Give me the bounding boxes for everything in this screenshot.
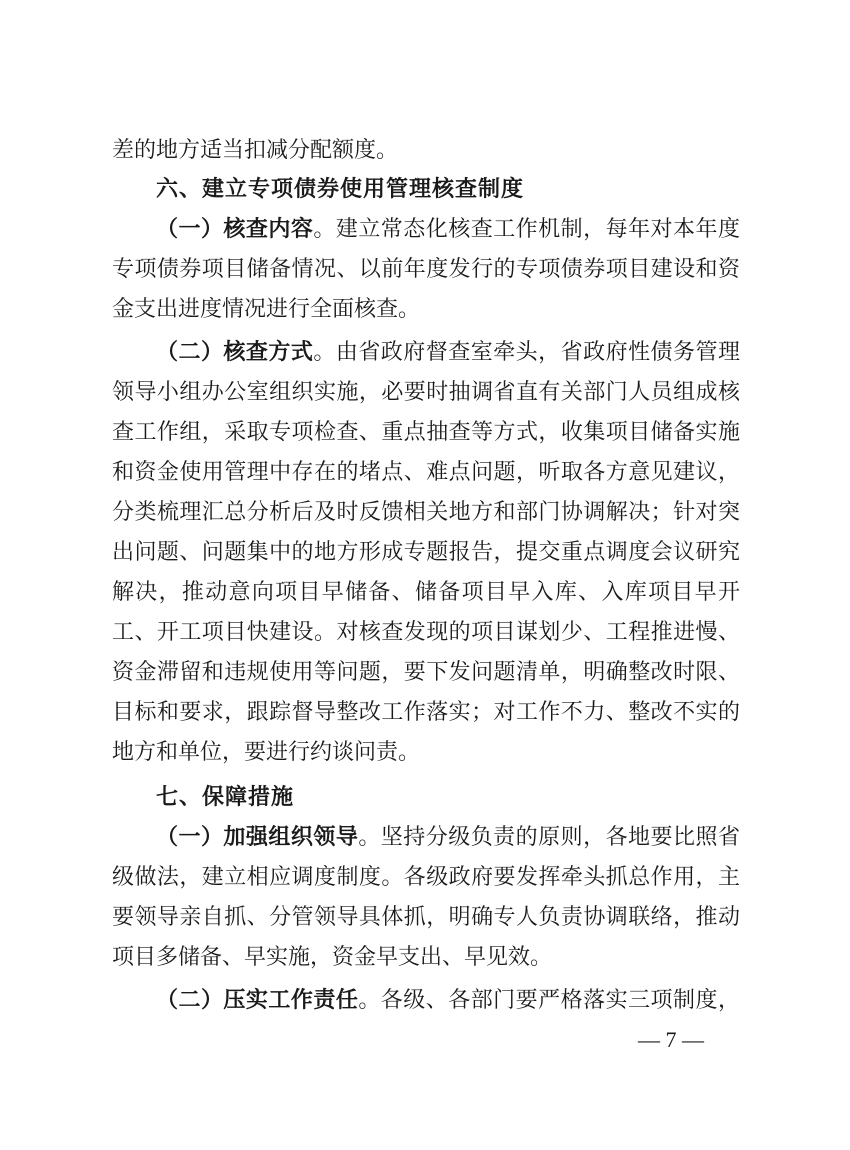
body-line: 专项债券项目储备情况、以前年度发行的专项债券项目建设和资 [112, 257, 740, 282]
subsection-line: （二）压实工作责任。各级、各部门要严格落实三项制度， [156, 988, 740, 1013]
body-line: 工、开工项目快建设。对核查发现的项目谋划少、工程推进慢、 [112, 620, 740, 645]
body-line: 领导小组办公室组织实施，必要时抽调省直有关部门人员组成核 [112, 380, 740, 405]
body-line: 目标和要求，跟踪督导整改工作落实；对工作不力、整改不实的 [112, 700, 740, 725]
body-line: 项目多储备、早实施，资金早支出、早见效。 [112, 945, 553, 970]
body-line: 出问题、问题集中的地方形成专题报告，提交重点调度会议研究 [112, 540, 740, 565]
body-line: 和资金使用管理中存在的堵点、难点问题，听取各方意见建议， [112, 460, 740, 485]
subsection-title: （二）压实工作责任 [156, 988, 359, 1013]
subsection-line: （一）核查内容。建立常态化核查工作机制，每年对本年度 [156, 217, 740, 242]
subsection-line: （二）核查方式。由省政府督查室牵头，省政府性债务管理 [156, 340, 740, 365]
body-line: 资金滞留和违规使用等问题，要下发问题清单，明确整改时限、 [112, 660, 740, 685]
subsection-title: （一）加强组织领导 [156, 825, 359, 850]
body-line: 级做法，建立相应调度制度。各级政府要发挥牵头抓总作用，主 [112, 865, 740, 890]
body-line: 差的地方适当扣减分配额度。 [112, 138, 399, 163]
section-heading: 七、保障措施 [156, 785, 295, 810]
body-line: 解决，推动意向项目早储备、储备项目早入库、入库项目早开 [112, 580, 740, 605]
body-line: 查工作组，采取专项检查、重点抽查等方式，收集项目储备实施 [112, 420, 740, 445]
body-line: 分类梳理汇总分析后及时反馈相关地方和部门协调解决；针对突 [112, 500, 740, 525]
subsection-title: （二）核查方式 [156, 340, 314, 365]
body-line: 要领导亲自抓、分管领导具体抓，明确专人负责协调联络，推动 [112, 905, 740, 930]
subsection-line: （一）加强组织领导。坚持分级负责的原则，各地要比照省 [156, 825, 740, 850]
section-heading: 六、建立专项债券使用管理核查制度 [156, 177, 525, 202]
body-line: 地方和单位，要进行约谈问责。 [112, 740, 421, 765]
subsection-title: （一）核查内容 [156, 217, 314, 242]
body-line: 金支出进度情况进行全面核查。 [112, 297, 421, 322]
page-number: — 7 — [638, 1027, 704, 1052]
